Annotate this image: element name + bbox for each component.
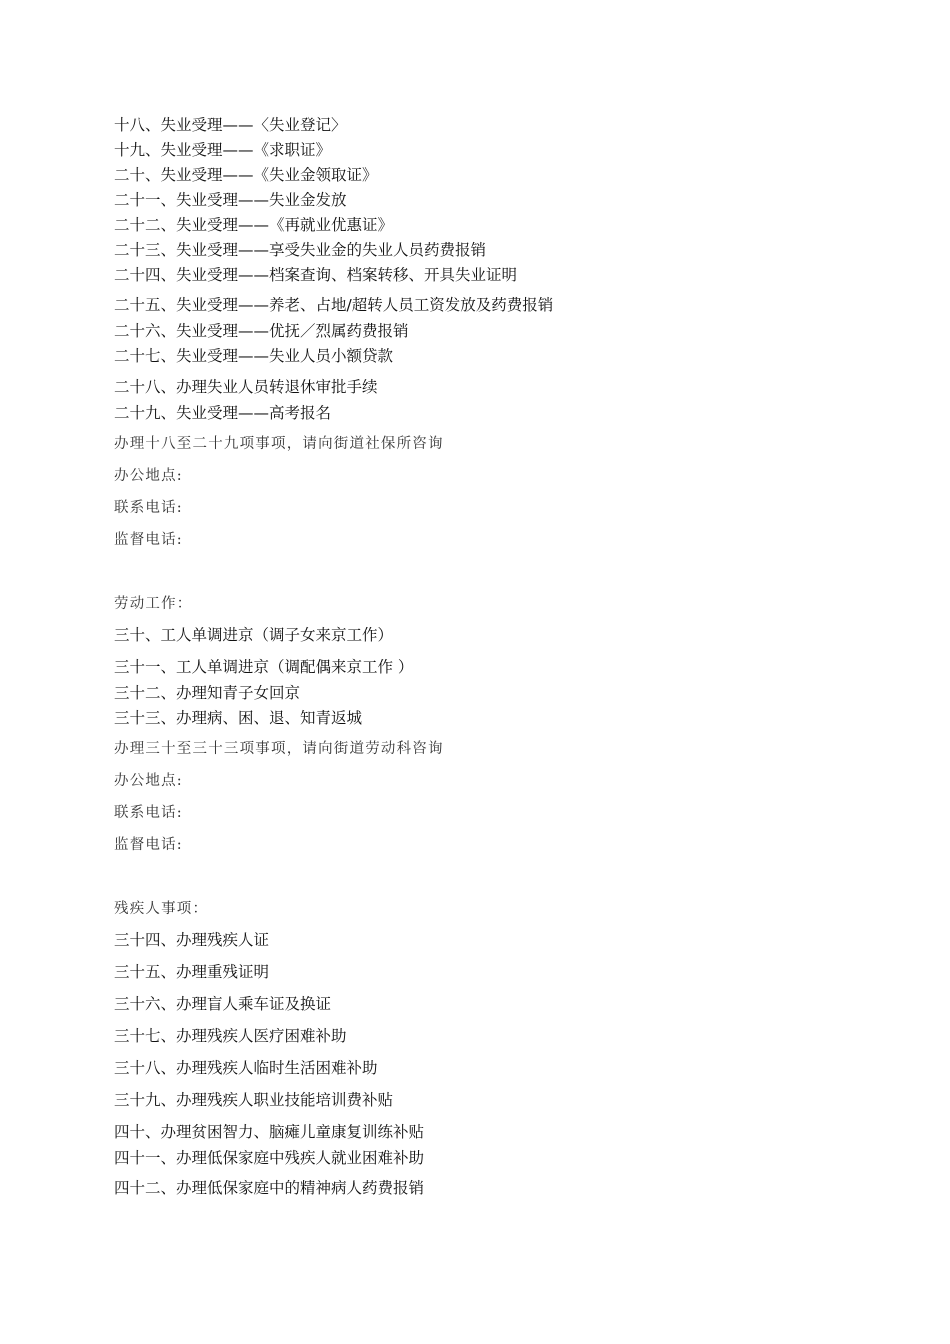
list-item: 四十、办理贫困智力、脑瘫儿童康复训练补贴 <box>114 1123 425 1141</box>
list-item: 三十一、工人单调进京（调配偶来京工作 ） <box>114 658 414 676</box>
supervision-phone-label: 监督电话: <box>114 532 183 548</box>
list-item: 二十七、失业受理——失业人员小额贷款 <box>114 347 394 365</box>
list-item: 三十七、办理残疾人医疗困难补助 <box>114 1027 347 1045</box>
list-item: 十八、失业受理——〈失业登记〉 <box>114 116 347 134</box>
list-item: 二十八、办理失业人员转退休审批手续 <box>114 378 378 396</box>
list-item: 二十、失业受理——《失业金领取证》 <box>114 166 378 184</box>
office-address-label: 办公地点: <box>114 468 183 484</box>
list-item: 十九、失业受理——《求职证》 <box>114 141 332 159</box>
section-heading-labor: 劳动工作： <box>114 596 193 612</box>
contact-phone-label: 联系电话: <box>114 500 183 516</box>
list-item: 三十、工人单调进京（调子女来京工作） <box>114 626 394 644</box>
list-item: 二十三、失业受理——享受失业金的失业人员药费报销 <box>114 241 487 259</box>
consult-note: 办理十八至二十九项事项，请向街道社保所咨询 <box>114 436 444 452</box>
list-item: 二十二、失业受理——《再就业优惠证》 <box>114 216 394 234</box>
consult-note: 办理三十至三十三项事项，请向街道劳动科咨询 <box>114 741 444 757</box>
list-item: 二十四、失业受理——档案查询、档案转移、开具失业证明 <box>114 266 518 284</box>
contact-phone-label: 联系电话: <box>114 805 183 821</box>
supervision-phone-label: 监督电话: <box>114 837 183 853</box>
list-item: 四十一、办理低保家庭中残疾人就业困难补助 <box>114 1149 425 1167</box>
list-item: 二十六、失业受理——优抚／烈属药费报销 <box>114 322 409 340</box>
list-item: 三十三、办理病、困、退、知青返城 <box>114 709 363 727</box>
list-item: 三十六、办理盲人乘车证及换证 <box>114 995 332 1013</box>
list-item: 三十五、办理重残证明 <box>114 963 270 981</box>
list-item: 四十二、办理低保家庭中的精神病人药费报销 <box>114 1179 425 1197</box>
list-item: 三十四、办理残疾人证 <box>114 931 270 949</box>
office-address-label: 办公地点: <box>114 773 183 789</box>
list-item: 二十一、失业受理——失业金发放 <box>114 191 347 209</box>
list-item: 三十九、办理残疾人职业技能培训费补贴 <box>114 1091 394 1109</box>
list-item: 二十九、失业受理——高考报名 <box>114 404 332 422</box>
list-item: 三十二、办理知青子女回京 <box>114 684 301 702</box>
list-item: 三十八、办理残疾人临时生活困难补助 <box>114 1059 378 1077</box>
section-heading-disabled: 残疾人事项： <box>114 901 209 917</box>
list-item: 二十五、失业受理——养老、占地/超转人员工资发放及药费报销 <box>114 296 554 314</box>
